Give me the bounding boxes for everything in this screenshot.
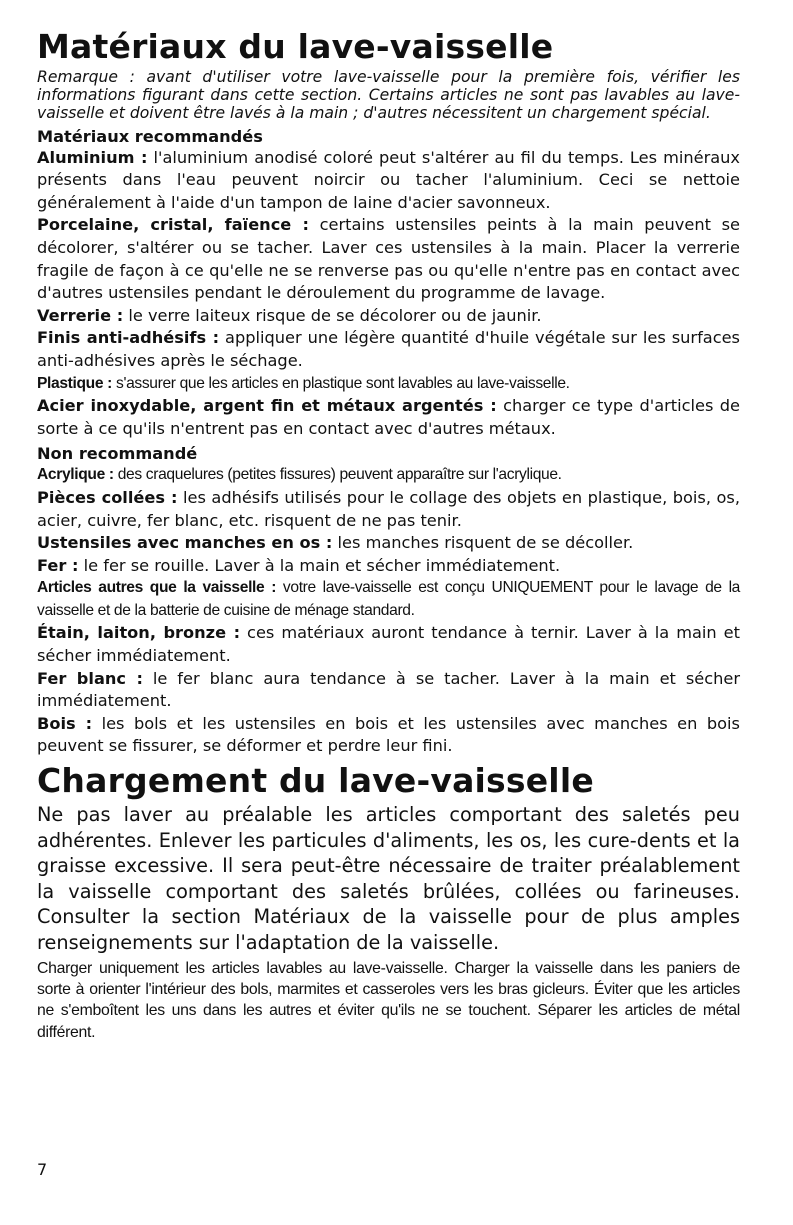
material-term: Verrerie : [37, 305, 124, 325]
material-entry [37, 214, 740, 304]
material-text: le fer blanc aura tendance à se tacher. Laver à la main et sécher immédiatement. [37, 668, 740, 711]
not-recommended-list [37, 464, 740, 758]
material-text: les manches risquent de se décoller. [337, 533, 634, 553]
material-term: Fer blanc : [37, 668, 143, 688]
material-text: charger ce type d'articles de sorte à ce qu'ils n'entrent pas en contact avec d'autres métaux. [37, 396, 740, 438]
recommended-list [37, 147, 740, 441]
material-text: s'assurer que les articles en plastique sont lavables au lave-vaisselle. [116, 374, 570, 392]
not-recommended-heading: Non recommandé [37, 444, 198, 464]
material-entry [37, 668, 740, 713]
material-entry [37, 622, 740, 667]
material-term: Porcelaine, cristal, faïence : [37, 215, 309, 235]
material-text: des craquelures (petites fissures) peuvent apparaître sur l'acrylique. [117, 466, 562, 484]
material-text: le verre laiteux risque de se décolorer ou de jaunir. [128, 305, 542, 325]
material-term: Acrylique : [37, 466, 114, 484]
material-term: Acier inoxydable, argent fin et métaux argentés : [37, 396, 497, 416]
material-text: le fer se rouille. Laver à la main et sécher immédiatement. [83, 555, 561, 575]
material-entry [37, 147, 740, 215]
material-entry [37, 532, 740, 555]
material-text: les adhésifs utilisés pour le collage des objets en plastique, bois, os, acier, cuivre, fer blanc, etc. risquent de ne pas tenir. [37, 487, 740, 530]
material-entry [37, 555, 740, 578]
material-text: l'aluminium anodisé coloré peut s'altérer au fil du temps. Les minéraux présents dans l'eau peuvent noircir ou tacher l'aluminium. Ceci se nettoie généralement à l'aide d'un tampon de laine d'acier savonneux. [37, 147, 740, 212]
material-entry [37, 395, 740, 440]
loading-body: Charger uniquement les articles lavables au lave-vaisselle. Charger la vaisselle dans les paniers de sorte à orienter l'intérieur des bols, marmites et casseroles vers les bras gicleurs. Éviter que les articles ne s'emboîtent les uns dans les autres et éviter qu'ils ne se touchent. Séparer les articles de métal différent. [37, 959, 740, 1041]
material-term: Articles autres que la vaisselle : [37, 579, 277, 597]
material-term: Étain, laiton, bronze : [37, 623, 241, 643]
material-entry [37, 464, 740, 487]
material-entry [37, 577, 740, 622]
material-term: Aluminium : [37, 147, 148, 167]
material-entry [37, 487, 740, 532]
material-term: Finis anti-adhésifs : [37, 328, 220, 348]
recommended-heading: Matériaux recommandés [37, 126, 263, 146]
page-title: Matériaux du lave-vaisselle [37, 27, 554, 66]
page-content [37, 28, 740, 1043]
material-term: Pièces collées : [37, 487, 178, 507]
material-entry [37, 373, 740, 396]
material-entry [37, 305, 740, 328]
material-term: Bois : [37, 713, 93, 733]
note-paragraph: Remarque : avant d'utiliser votre lave-vaisselle pour la première fois, vérifier les informations figurant dans cette section. Certains articles ne sont pas lavables au lave-vaisselle et doivent être lavés à la main ; d'autres nécessitent un chargement spécial. [37, 68, 740, 123]
loading-intro: Ne pas laver au préalable les articles comportant des saletés peu adhérentes. Enlever les particules d'aliments, les os, les cure-dents et la graisse excessive. Il sera peut-être nécessaire de traiter préalablement la vaisselle comportant des saletés brûlées, collées ou farineuses. Consulter la section Matériaux de la vaisselle pour de plus amples renseignements sur l'adaptation de la vaisselle. [37, 803, 740, 955]
material-text: ces matériaux auront tendance à ternir. Laver à la main et sécher immédiatement. [37, 623, 740, 666]
material-entry [37, 327, 740, 372]
material-text: appliquer une légère quantité d'huile végétale sur les surfaces anti-adhésives après le séchage. [37, 328, 740, 370]
material-term: Plastique : [37, 374, 113, 392]
section-title: Chargement du lave-vaisselle [37, 761, 594, 801]
material-text: les bols et les ustensiles en bois et les ustensiles avec manches en bois peuvent se fissurer, se déformer et perdre leur fini. [37, 713, 740, 756]
material-text: votre lave-vaisselle est conçu UNIQUEMENT pour le lavage de la vaisselle et de la batterie de cuisine de ménage standard. [37, 579, 741, 619]
material-text: certains ustensiles peints à la main peuvent se décolorer, s'altérer ou se tacher. Laver ces ustensiles à la main. Placer la verrerie fragile de façon à ce qu'elle ne se renverse pas ou qu'elle n'entre pas en contact avec d'autres ustensiles pendant le déroulement du programme de lavage. [37, 215, 741, 303]
material-entry [37, 713, 740, 758]
material-term: Ustensiles avec manches en os : [37, 533, 333, 553]
page-number: 7 [37, 1160, 48, 1179]
material-term: Fer : [37, 555, 79, 575]
